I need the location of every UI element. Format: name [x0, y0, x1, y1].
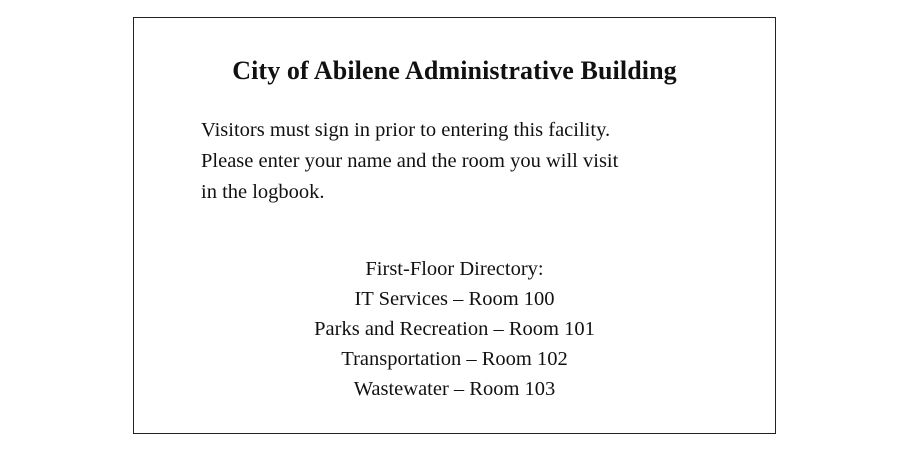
directory-entry-it-services: IT Services – Room 100 [354, 288, 555, 310]
directory-heading: First-Floor Directory: [365, 258, 544, 280]
notice-box [133, 17, 776, 434]
notice-body-line: Please enter your name and the room you will visit [201, 150, 619, 172]
notice-body [201, 115, 746, 208]
notice-title: City of Abilene Administrative Building [232, 56, 677, 85]
notice-body-line: Visitors must sign in prior to entering this facility. [201, 119, 611, 141]
directory-entry-parks-and-recreation: Parks and Recreation – Room 101 [314, 318, 595, 340]
notice-body-line: in the logbook. [201, 181, 325, 203]
directory-entry-wastewater: Wastewater – Room 103 [353, 378, 556, 400]
directory-entry-transportation: Transportation – Room 102 [341, 348, 568, 370]
first-floor-directory [134, 254, 775, 404]
